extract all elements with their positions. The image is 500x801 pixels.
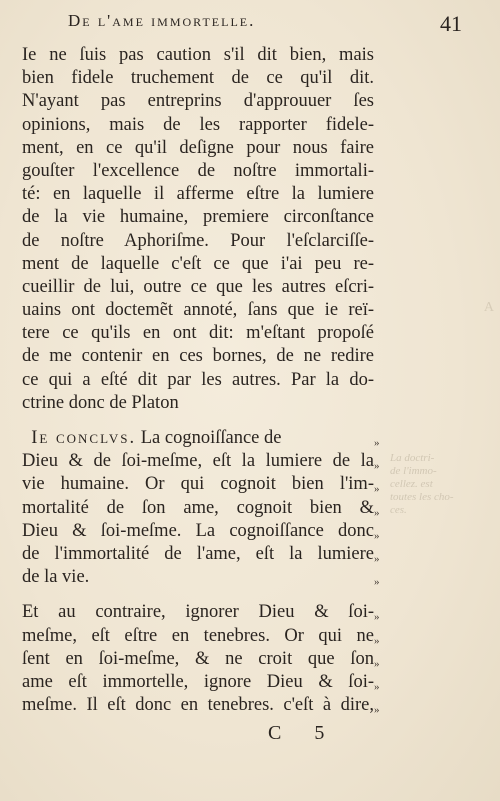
text-line: Et au contraire, ignorer Dieu & ſoi- (22, 602, 374, 623)
text-line: ſent en ſoi-meſme, & ne croit que ſon (22, 648, 374, 669)
quote-mark: » (374, 611, 380, 624)
text-line: cueillir de lui, outre ce que les autres eſcri- (22, 276, 374, 297)
quote-mark: » (374, 634, 380, 647)
text-line: bien fidele truchement de ce qu'il dit. (22, 68, 374, 89)
paragraph-lead: Ie conclvs. (31, 428, 137, 448)
page-number: 41 (440, 11, 462, 36)
quote-mark: » (374, 576, 380, 589)
text-line: de la vie. (22, 567, 90, 588)
text-line: tere ce qu'ils en ont dit: m'eſtant propoſé (22, 323, 374, 344)
text-line: de la vie humaine, premiere circonſtance (22, 207, 374, 228)
text-line: Dieu & ſoi-meſme. La cognoiſſance donc (22, 520, 374, 541)
text-line: ment, en ce qu'il deſigne pour nous faire (22, 137, 374, 158)
text-line: opinions, mais de les rapporter fidele- (22, 114, 374, 135)
quote-marks-column (374, 432, 388, 722)
text-line: ctrine donc de Platon (22, 392, 179, 413)
text-line: Ie ne ſuis pas caution s'il dit bien, mais (22, 45, 374, 65)
text-line: ment de laquelle c'eſt ce que i'ai peu re- (22, 253, 374, 274)
text-line: de l'immortalité de l'ame, eſt la lumiere (22, 543, 374, 564)
ghost-mark: A (483, 300, 494, 315)
text-line: meſme. Il eſt donc en tenebres. c'eſt à dire, (22, 695, 374, 716)
text-line: uains ont doctemẽt annoté, ſans que ie reï- (22, 300, 374, 321)
quote-mark: » (374, 680, 380, 693)
quote-mark: » (374, 483, 380, 496)
bleed-through-text: La doctri- de l'immo- cellez. est toutes les cho- ces. (390, 452, 454, 516)
paragraph-2 (22, 427, 374, 589)
text-line: vie humaine. Or qui cognoit bien l'im- (22, 474, 374, 495)
paragraph-1 (22, 44, 374, 415)
text-line: mortalité de ſon ame, cognoit bien & (22, 497, 374, 518)
text-line (22, 427, 374, 450)
quote-mark: » (374, 657, 380, 670)
body-text (22, 44, 374, 717)
quote-mark: » (374, 506, 380, 519)
paragraph-lead-rest: La cognoiſſance de (136, 428, 282, 448)
text-line: N'ayant pas entreprins d'approuuer ſes (22, 91, 374, 112)
paragraph-3 (22, 601, 374, 717)
page-header (0, 2, 500, 36)
quote-mark: » (374, 704, 380, 717)
quote-mark: » (374, 437, 380, 449)
text-line: ce qui a eſté dit par les autres. Par la do- (22, 369, 374, 390)
quote-mark: » (374, 529, 380, 542)
text-line: de noſtre Aphoriſme. Pour l'eſclarciſſe- (22, 230, 374, 251)
quote-mark: » (374, 460, 380, 473)
running-head: De l'ame immortelle. (68, 11, 256, 30)
text-line: gouſter l'excellence de noſtre immortali- (22, 160, 374, 181)
text-line: té: en laquelle il afferme eſtre la lumiere (22, 184, 374, 205)
quote-mark: » (374, 552, 380, 565)
text-line: de me contenir en ces bornes, de ne redire (22, 346, 374, 367)
text-line: Dieu & de ſoi-meſme, eſt la lumiere de la (22, 451, 374, 472)
text-line: meſme, eſt eſtre en tenebres. Or qui ne (22, 625, 374, 646)
text-line: ame eſt immortelle, ignore Dieu & ſoi- (22, 671, 374, 692)
signature-mark: C 5 (268, 722, 339, 744)
